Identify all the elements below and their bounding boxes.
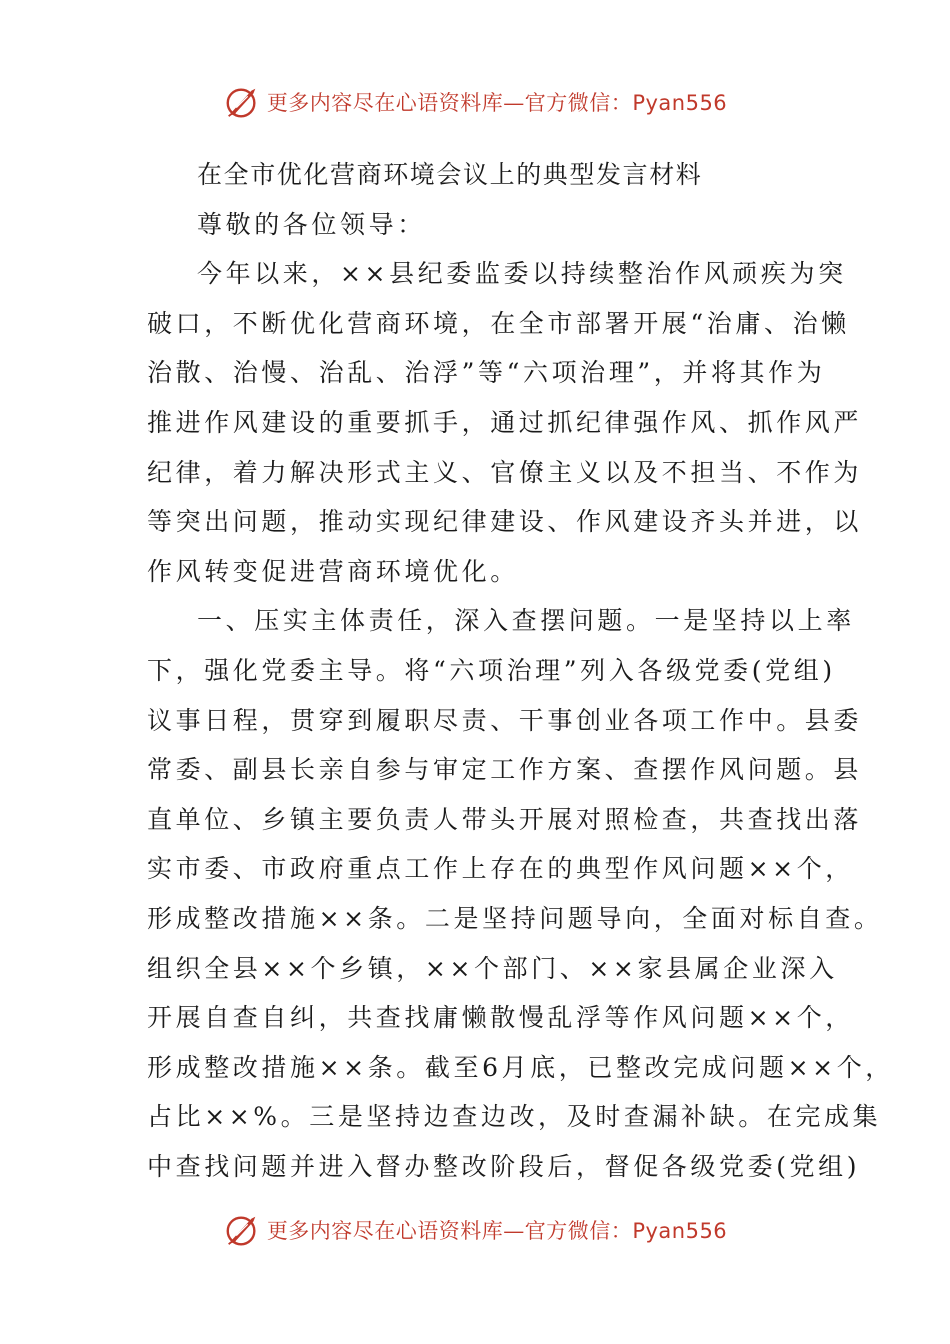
paragraph-line: 形成整改措施××条。二是坚持问题导向，全面对标自查。	[147, 903, 883, 933]
watermark-text: 更多内容尽在心语资料库—官方微信：Pyan556	[266, 91, 728, 115]
paragraph-line: 今年以来，××县纪委监委以持续整治作风顽疾为突	[197, 259, 847, 289]
document-title: 在全市优化营商环境会议上的典型发言材料	[197, 160, 703, 189]
paragraph-line: 下，强化党委主导。将“六项治理”列入各级党委(党组)	[147, 655, 836, 685]
wechat-id: Pyan556	[632, 91, 728, 115]
paragraph-line: 议事日程，贯穿到履职尽责、干事创业各项工作中。县委	[147, 705, 863, 735]
paragraph-line: 治散、治慢、治乱、治浮”等“六项治理”，并将其作为	[147, 358, 826, 388]
paragraph-line: 组织全县××个乡镇，××个部门、××家县属企业深入	[147, 953, 838, 983]
quill-logo-icon	[223, 83, 261, 121]
paragraph-line: 实市委、市政府重点工作上存在的典型作风问题××个，	[147, 854, 854, 884]
paragraph-line: 形成整改措施××条。截至6月底，已整改完成问题××个，	[147, 1052, 894, 1082]
paragraph-line: 等突出问题，推动实现纪律建设、作风建设齐头并进，以	[147, 507, 863, 537]
wechat-id: Pyan556	[632, 1219, 728, 1243]
quill-logo-icon	[223, 1211, 261, 1249]
paragraph-line: 作风转变促进营商环境优化。	[147, 556, 519, 586]
document-body	[147, 150, 894, 1191]
footer-watermark-banner	[0, 1210, 950, 1250]
paragraph-line: 中查找问题并进入督办整改阶段后，督促各级党委(党组)	[147, 1151, 861, 1181]
paragraph-line: 一、压实主体责任，深入查摆问题。一是坚持以上率	[197, 606, 855, 636]
salutation: 尊敬的各位领导：	[197, 209, 426, 239]
paragraph-line: 开展自查自纠，共查找庸懒散慢乱浮等作风问题××个，	[147, 1003, 854, 1033]
paragraph-line: 常委、副县长亲自参与审定工作方案、查摆作风问题。县	[147, 755, 863, 785]
paragraph-line: 直单位、乡镇主要负责人带头开展对照检查，共查找出落	[147, 804, 863, 834]
paragraph-line: 推进作风建设的重要抓手，通过抓纪律强作风、抓作风严	[147, 407, 863, 437]
paragraph-line: 纪律，着力解决形式主义、官僚主义以及不担当、不作为	[147, 457, 863, 487]
paragraph-line: 破口，不断优化营商环境，在全市部署开展“治庸、治懒	[147, 308, 850, 338]
paragraph-line: 占比××%。三是坚持边查边改，及时查漏补缺。在完成集	[147, 1102, 882, 1132]
watermark-text: 更多内容尽在心语资料库—官方微信：Pyan556	[266, 1219, 728, 1243]
header-watermark-banner	[0, 82, 950, 122]
